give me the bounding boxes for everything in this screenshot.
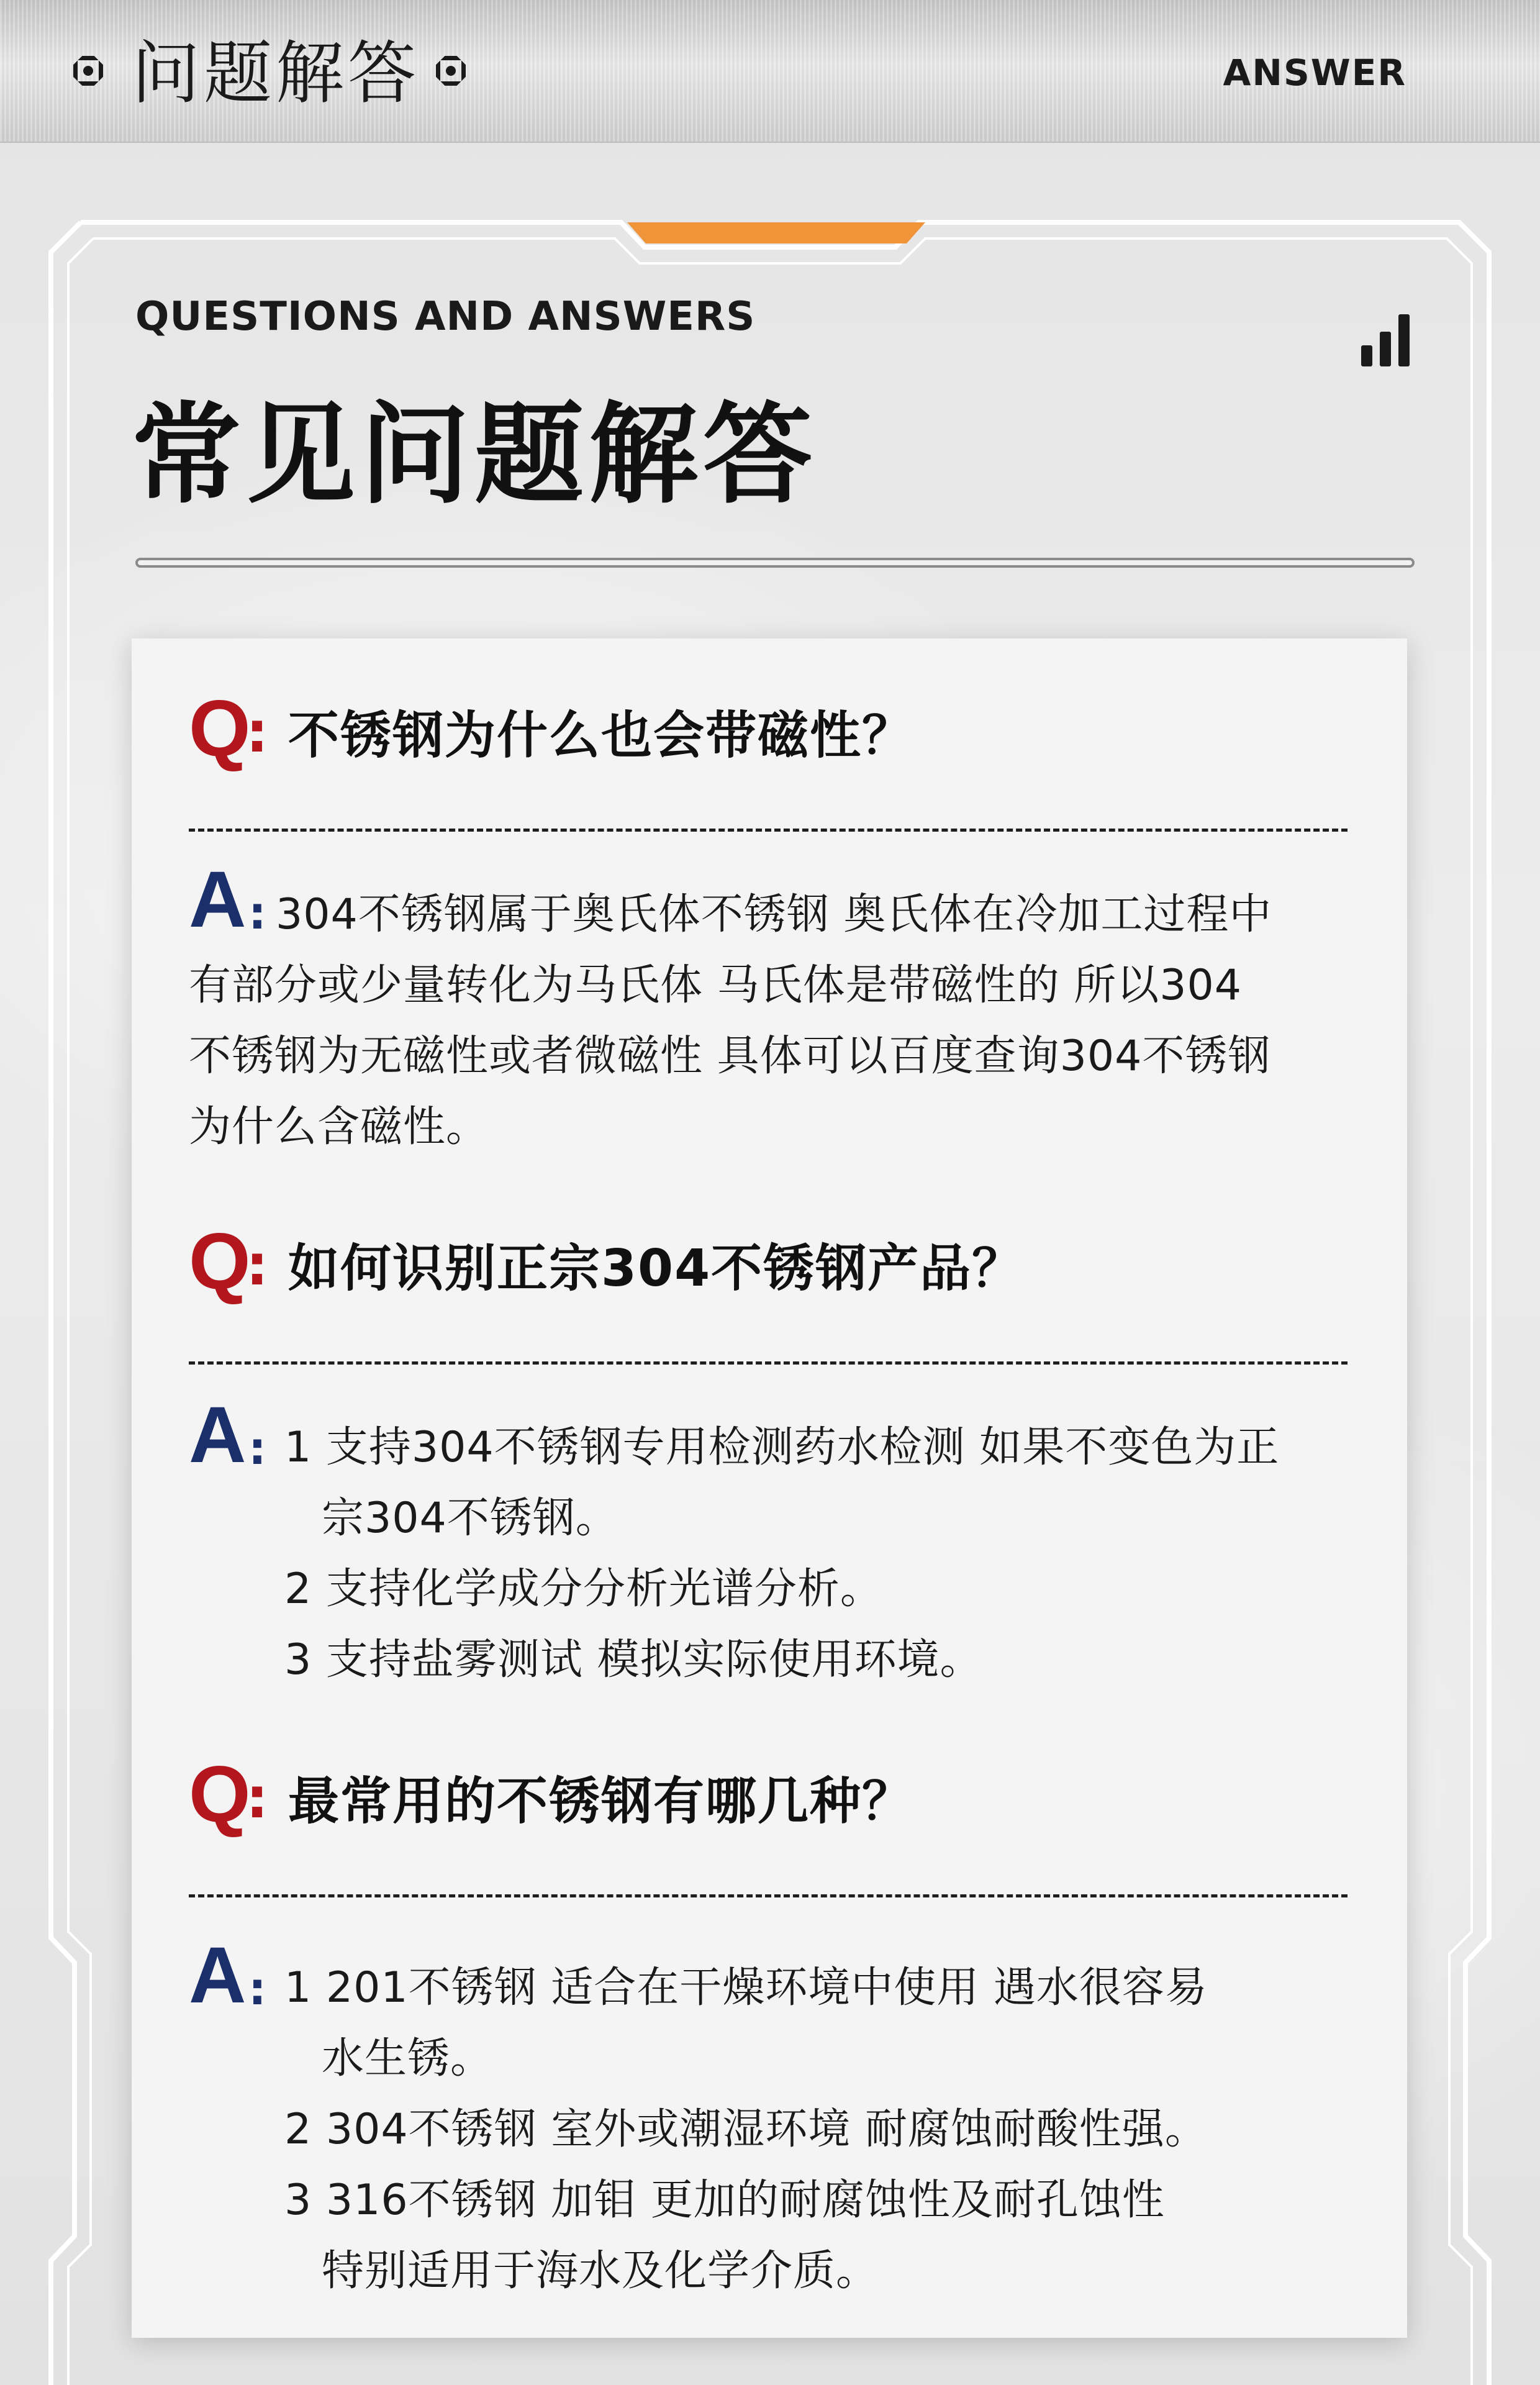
dashed-divider bbox=[189, 829, 1348, 832]
answer-line: 304不锈钢属于奥氏体不锈钢 奥氏体在冷加工过程中 bbox=[276, 890, 1272, 939]
header-bar bbox=[0, 0, 1540, 143]
answer-marker: A bbox=[189, 855, 247, 944]
answer-line: 1 201不锈钢 适合在干燥环境中使用 遇水很容易 bbox=[284, 1963, 1208, 2012]
section-eyebrow: QUESTIONS AND ANSWERS bbox=[135, 294, 756, 340]
answer-line: 2 支持化学成分分析光谱分析。 bbox=[284, 1565, 883, 1614]
dashed-divider bbox=[189, 1361, 1348, 1365]
question-marker: Q bbox=[189, 1750, 251, 1839]
answer-line: 有部分或少量转化为马氏体 马氏体是带磁性的 所以304 bbox=[189, 961, 1243, 1010]
page-title: 常见问题解答 bbox=[132, 391, 818, 519]
faq-item bbox=[189, 1212, 1350, 1684]
signal-bars-icon bbox=[1361, 314, 1411, 366]
orange-tab bbox=[627, 222, 925, 243]
header-answer-tag: ANSWER bbox=[1223, 52, 1406, 94]
faq-question bbox=[189, 679, 1350, 804]
answer-line: 为什么含磁性。 bbox=[189, 1102, 489, 1152]
question-colon: : bbox=[246, 700, 268, 765]
question-text: 不锈钢为什么也会带磁性？ bbox=[288, 706, 915, 765]
answer-colon: : bbox=[248, 1422, 266, 1474]
answer-marker: A bbox=[189, 1391, 247, 1479]
answer-colon: : bbox=[248, 887, 266, 939]
question-marker: Q bbox=[189, 1217, 251, 1306]
answer-line: 2 304不锈钢 室外或潮湿环境 耐腐蚀耐酸性强。 bbox=[284, 2105, 1208, 2154]
question-colon: : bbox=[246, 1233, 268, 1298]
answer-line: 宗304不锈钢。 bbox=[322, 1494, 618, 1543]
faq-question bbox=[189, 1745, 1350, 1869]
answer-line: 不锈钢为无磁性或者微磁性 具体可以百度查询304不锈钢 bbox=[189, 1032, 1271, 1081]
faq-question bbox=[189, 1212, 1350, 1337]
faq-card bbox=[132, 638, 1407, 2338]
question-marker: Q bbox=[189, 684, 251, 773]
dashed-divider bbox=[189, 1894, 1348, 1897]
question-text: 最常用的不锈钢有哪几种？ bbox=[288, 1772, 915, 1831]
answer-colon: : bbox=[248, 1963, 266, 2015]
answer-marker: A bbox=[189, 1931, 247, 2020]
title-divider bbox=[135, 558, 1415, 568]
octagon-dot-icon bbox=[436, 56, 466, 86]
answer-line: 1 支持304不锈钢专用检测药水检测 如果不变色为正 bbox=[284, 1423, 1280, 1472]
question-colon: : bbox=[246, 1766, 268, 1831]
header-title: 问题解答 bbox=[132, 34, 420, 113]
answer-line: 3 支持盐雾测试 模拟实际使用环境。 bbox=[284, 1635, 983, 1684]
answer-line: 特别适用于海水及化学介质。 bbox=[322, 2246, 879, 2296]
faq-item bbox=[189, 679, 1350, 1152]
faq-item bbox=[189, 1745, 1350, 2296]
answer-line: 3 316不锈钢 加钼 更加的耐腐蚀性及耐孔蚀性 bbox=[284, 2176, 1165, 2225]
answer-line: 水生锈。 bbox=[322, 2034, 494, 2083]
octagon-dot-icon bbox=[73, 56, 103, 86]
question-text: 如何识别正宗304不锈钢产品？ bbox=[288, 1239, 1025, 1298]
